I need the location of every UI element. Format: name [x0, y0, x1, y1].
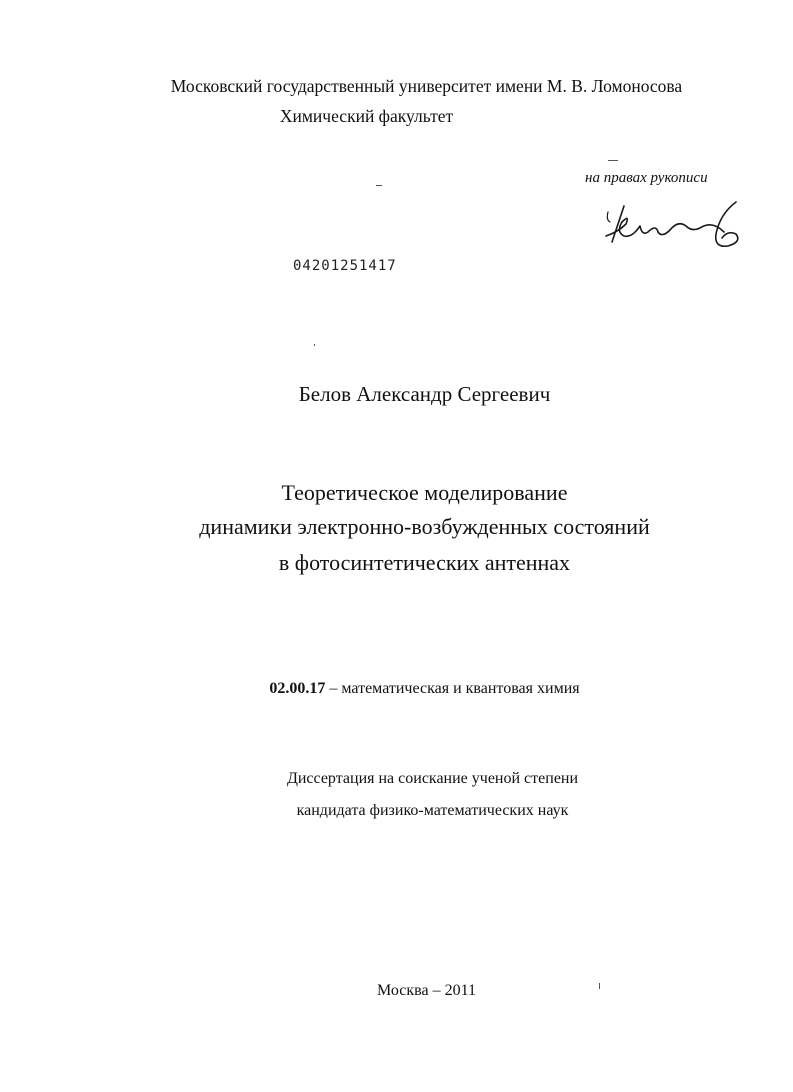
- specialty-separator: –: [329, 680, 338, 697]
- scan-speck: [376, 185, 382, 186]
- scan-speck: [314, 344, 315, 346]
- faculty-name: Химический факультет: [279, 106, 454, 126]
- degree-line-2: кандидата физико-математических наук: [296, 802, 569, 819]
- title-line-1: Теоретическое моделирование: [281, 480, 568, 505]
- author-name: Белов Александр Сергеевич: [298, 382, 551, 406]
- degree-line-1: Диссертация на соискание ученой степени: [286, 770, 579, 787]
- scan-speck: [599, 983, 600, 989]
- title-line-3: в фотосинтетических антеннах: [278, 550, 571, 575]
- specialty-line: [28, 680, 793, 698]
- handwritten-signature: [596, 196, 762, 254]
- city-year: Москва – 2011: [377, 982, 476, 999]
- inventory-number: 04201251417: [293, 258, 397, 274]
- specialty-code: 02.00.17: [269, 680, 326, 697]
- scan-speck: [608, 160, 618, 161]
- university-name: Московский государственный университет имени М. В. Ломоносова: [170, 76, 683, 96]
- title-line-2: динамики электронно-возбужденных состояний: [199, 514, 650, 539]
- manuscript-note: на правах рукописи: [585, 170, 708, 186]
- specialty-name: математическая и квантовая химия: [341, 680, 580, 697]
